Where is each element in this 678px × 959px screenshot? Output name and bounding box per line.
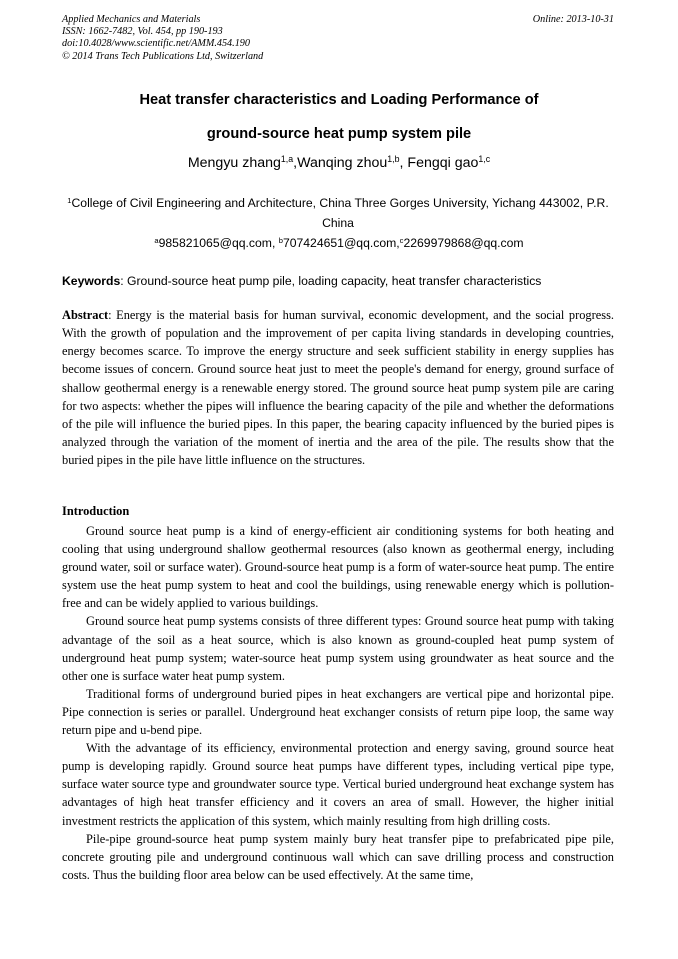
doi-line: doi:10.4028/www.scientific.net/AMM.454.190 [62,38,250,50]
keywords-label: Keywords [62,274,121,288]
abstract-text: Energy is the material basis for human survival, economic development, and the social progress. With the growth of population and the improvement of per capita living standards in developing countries, energy becomes scarce. To improve the energy structure and seek sufficient stability in energy supplies has become issues of concern. Ground source heat just to meet the people's demand for energy, ground surface of shallow geothermal energy is a renewable energy stored. The ground source heat pump system pile are caring for two aspects: whether the pipes will influence the bearing capacity of the pile and whether the deformations of the pile will influence the buried pipes. In this paper, the bearing capacity influenced by the buried pipes is analyzed through the variation of the moment of inertia and the area of the pile. The results show that the buried pipes in the pile have little influence on the structures. [62,308,614,468]
journal-name: Applied Mechanics and Materials [62,14,201,25]
email-mark: c [399,235,404,245]
paragraph: Ground source heat pump systems consists of three different types: Ground source heat pump with taking advantage of the soil as a heat source, which is also known as ground-coupled heat pump system of underground heat pump system; water-source heat pump system using groundwater as heat source and the other one is surface water heat pump system. [62,614,614,683]
email-address[interactable]: 2269979868@qq.com [403,236,524,250]
author-affiliation-mark: 1,b [387,154,400,165]
issn-line: ISSN: 1662-7482, Vol. 454, pp 190-193 [62,26,223,38]
author-separator: , [399,155,408,171]
email-mark: a [154,235,159,245]
abstract [62,306,614,469]
author-name: Fengqi gao [407,155,479,171]
email-separator: , [271,236,279,250]
email-separator: , [396,236,400,250]
journal-header [62,14,614,63]
paper-title-line-2: ground-source heat pump system pile [206,126,472,142]
affiliation-mark: 1 [67,195,72,205]
email-mark: b [278,235,283,245]
abstract-label: Abstract [62,308,109,322]
affiliation-text: College of Civil Engineering and Architecture, China Three Gorges University, Yichang 443002, P.R. China [71,196,609,230]
author-name: Wanqing zhou [297,155,388,171]
paper-title-line-1: Heat transfer characteristics and Loading Performance of [139,92,539,108]
section-heading-introduction: Introduction [62,504,130,518]
paragraph: Ground source heat pump is a kind of energy-efficient air conditioning systems for both heating and cooling that using underground shallow geothermal resources (also known as geothermal energy, including ground water, soil or surface water). Ground-source heat pump is a form of water-source heat pump. The entire system use the heat pump system to heat and cool the buildings, using renewable energy which is pollution-free and can be widely applied to various buildings. [62,524,614,611]
keywords-text: : Ground-source heat pump pile, loading capacity, heat transfer characteristics [120,274,542,288]
paragraph: Pile-pipe ground-source heat pump system mainly bury heat transfer pipe to prefabricated pipe pile, concrete grouting pile and underground continuous wall which can save drilling process and construction costs. Thus the building floor area below can be used effectively. At the same time, [62,831,614,882]
email-address[interactable]: 985821065@qq.com [158,236,272,250]
author-list [40,155,638,171]
email-list [40,236,638,250]
paragraph: Traditional forms of underground buried pipes in heat exchangers are vertical pipe and horizontal pipe. Pipe connection is series or parallel. Underground heat exchanger consists of return pipe loop, the same way return pipe and u-bend pipe. [62,686,614,738]
author-name: Mengyu zhang [187,155,281,171]
paragraph: With the advantage of its efficiency, environmental protection and energy saving, ground source heat pump is developing rapidly. Ground source heat pumps have different types, including vertical pipe type, surface water source type and groundwater source type. Vertical buried underground heat exchange system has advantages of high heat transfer efficiency and it covers an area of small. However, the higher initial investment restricts the application of this system, which mainly resulting from high drilling costs. [62,741,614,828]
author-affiliation-mark: 1,c [478,154,491,165]
introduction-body [62,522,614,884]
abstract-separator: : [108,308,117,322]
keywords [62,274,614,288]
online-date: Online: 2013-10-31 [532,14,614,25]
author-affiliation-mark: 1,a [280,154,294,165]
author-separator: , [293,155,298,171]
copyright-line: © 2014 Trans Tech Publications Ltd, Switzerland [62,50,264,62]
email-address[interactable]: 707424651@qq.com [282,236,397,250]
affiliation [62,194,614,233]
